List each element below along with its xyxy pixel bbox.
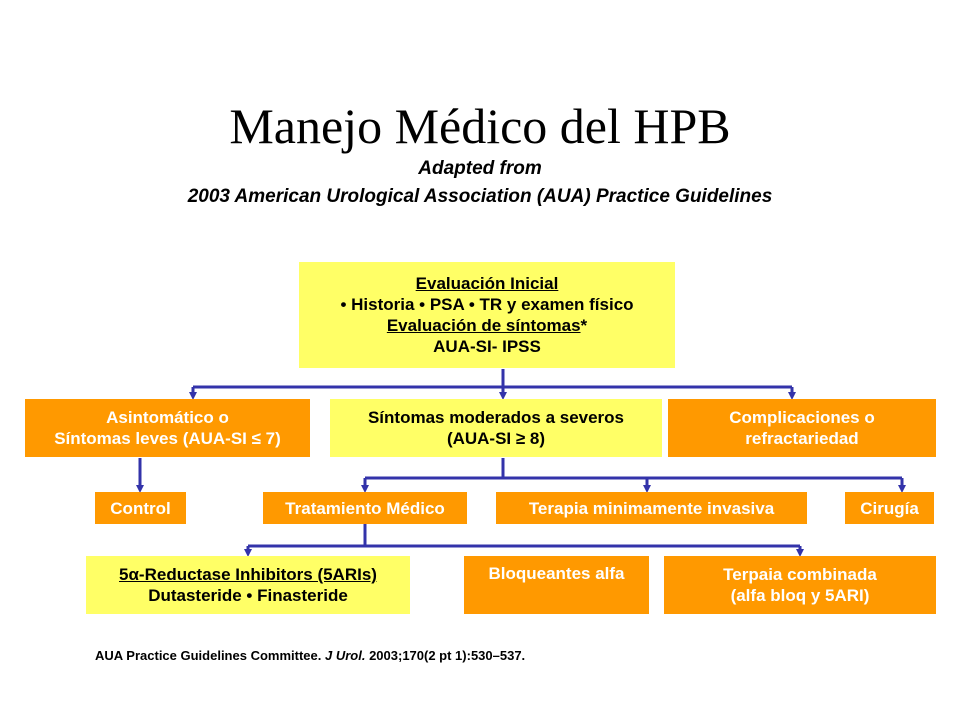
alfa-label: Bloqueantes alfa <box>488 564 625 583</box>
box-sintomas-moderados <box>330 399 662 457</box>
box-tratamiento-medico <box>263 492 467 524</box>
box-complicaciones <box>668 399 936 457</box>
subtitle-source: 2003 American Urological Association (AUA) Practice Guidelines <box>187 186 773 207</box>
tratamiento-label: Tratamiento Médico <box>285 498 445 518</box>
comp-line2: refractariedad <box>745 429 859 448</box>
box-control <box>95 492 186 524</box>
subtitle-adapted: Adapted from <box>418 158 542 179</box>
reference-citation <box>95 648 525 663</box>
page-title: Manejo Médico del HPB <box>229 98 731 154</box>
comb-line2: (alfa bloq y 5ARI) <box>730 586 870 605</box>
eval-scale: AUA-SI- IPSS <box>433 337 541 356</box>
box-cirugia <box>845 492 934 524</box>
comp-line1: Complicaciones o <box>729 408 875 427</box>
ari-line2: Dutasteride • Finasteride <box>148 586 348 605</box>
box-evaluacion-inicial <box>299 262 675 368</box>
eval-heading: Evaluación Inicial <box>415 274 559 293</box>
asym-line1: Asintomático o <box>106 408 229 427</box>
eval-symptoms-mark: * <box>580 316 588 335</box>
eval-symptoms <box>387 315 587 336</box>
cirugia-label: Cirugía <box>860 498 919 518</box>
box-asintomatico <box>25 399 310 457</box>
box-terapia-minimamente-invasiva <box>496 492 807 524</box>
eval-symptoms-heading: Evaluación de síntomas <box>386 316 581 335</box>
mod-line2: (AUA-SI ≥ 8) <box>446 429 546 448</box>
ari-line1: 5α-Reductase Inhibitors (5ARIs) <box>119 565 377 584</box>
ref-authors: AUA Practice Guidelines Committee. <box>95 648 325 663</box>
box-5ari <box>86 556 410 614</box>
eval-items: • Historia • PSA • TR y examen físico <box>340 295 634 314</box>
mod-line1: Síntomas moderados a severos <box>367 408 625 427</box>
comb-line1: Terpaia combinada <box>723 565 877 584</box>
ref-citation: 2003;170(2 pt 1):530–537. <box>365 648 526 663</box>
asym-line2: Síntomas leves (AUA-SI ≤ 7) <box>54 429 281 448</box>
ref-journal: J Urol. <box>324 648 366 663</box>
terapia-label: Terapia minimamente invasiva <box>528 498 775 518</box>
box-bloqueantes-alfa <box>464 556 649 614</box>
control-label: Control <box>110 498 171 518</box>
box-terapia-combinada <box>664 556 936 614</box>
